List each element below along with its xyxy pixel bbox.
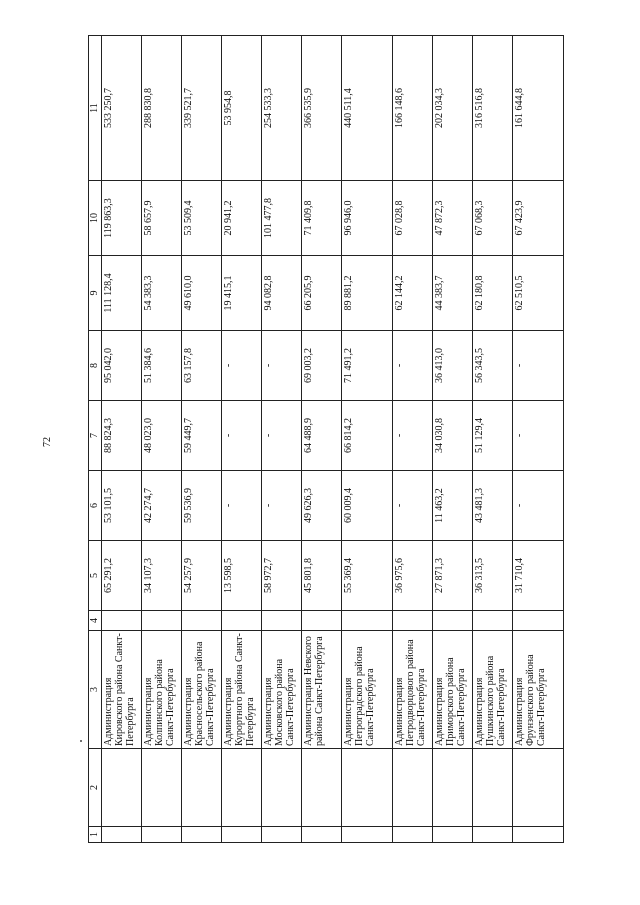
cell-col-2 [393,749,433,827]
cell-col-5: 54 257,9 [182,541,222,611]
cell-administration-name: Администрация Колпинского района Санкт-Петербурга [142,631,182,749]
cell-col-5: 31 710,4 [513,541,564,611]
cell-col-10: 58 657,9 [142,181,182,256]
cell-col-7: 59 449,7 [182,401,222,471]
cell-col-6: 59 536,9 [182,471,222,541]
table-row [262,36,302,843]
cell-col-7: 48 023,0 [142,401,182,471]
cell-col-1 [393,827,433,843]
cell-col-8: 63 157,8 [182,331,222,401]
column-header-4: 4 [89,611,102,631]
cell-col-6: - [393,471,433,541]
cell-col-5: 45 801,8 [302,541,342,611]
cell-col-1 [182,827,222,843]
cell-administration-name: Администрация Приморского района Санкт-Петербурга [433,631,473,749]
column-number-row [89,36,102,843]
cell-col-7: 51 129,4 [473,401,513,471]
cell-col-9: 62 510,5 [513,256,564,331]
cell-col-2 [433,749,473,827]
page-number: 72 [42,437,53,447]
column-header-2: 2 [89,749,102,827]
cell-col-5: 34 107,3 [142,541,182,611]
table-row [102,36,142,843]
cell-col-1 [142,827,182,843]
cell-administration-name: Администрация Петроградского района Санкт-Петербурга [342,631,393,749]
cell-col-4 [473,611,513,631]
cell-col-10: 20 941,2 [222,181,262,256]
cell-col-9: 89 881,2 [342,256,393,331]
cell-col-9: 62 180,8 [473,256,513,331]
cell-col-11: 366 535,9 [302,36,342,181]
cell-col-9: 49 610,0 [182,256,222,331]
cell-col-1 [342,827,393,843]
cell-col-11: 440 511,4 [342,36,393,181]
column-header-5: 5 [89,541,102,611]
cell-col-6: 60 009,4 [342,471,393,541]
cell-col-4 [142,611,182,631]
cell-col-10: 119 863,3 [102,181,142,256]
cell-administration-name: Администрация Московского района Санкт-Петербурга [262,631,302,749]
cell-col-7: - [262,401,302,471]
cell-col-1 [102,827,142,843]
cell-col-9: 19 415,1 [222,256,262,331]
table-body [102,36,564,843]
cell-col-10: 67 028,8 [393,181,433,256]
cell-col-6: - [222,471,262,541]
cell-col-8: 95 042,0 [102,331,142,401]
table-row [342,36,393,843]
cell-col-2 [302,749,342,827]
cell-col-5: 13 598,5 [222,541,262,611]
cell-col-4 [102,611,142,631]
cell-col-8: 69 003,2 [302,331,342,401]
cell-administration-name: Администрация Красносельского района Санкт-Петербурга [182,631,222,749]
cell-col-1 [222,827,262,843]
cell-col-4 [302,611,342,631]
cell-col-4 [433,611,473,631]
column-header-6: 6 [89,471,102,541]
cell-administration-name: Администрация Курортного района Санкт-Петербурга [222,631,262,749]
cell-col-4 [262,611,302,631]
cell-col-1 [262,827,302,843]
cell-col-11: 316 516,8 [473,36,513,181]
cell-col-11: 202 034,3 [433,36,473,181]
column-header-1: 1 [89,827,102,843]
table-row [513,36,564,843]
cell-col-10: 67 068,3 [473,181,513,256]
cell-col-10: 67 423,9 [513,181,564,256]
cell-col-8: - [513,331,564,401]
cell-col-11: 166 148,6 [393,36,433,181]
cell-col-6: 49 626,3 [302,471,342,541]
table-row [222,36,262,843]
cell-col-8: 71 491,2 [342,331,393,401]
budget-table [88,35,564,843]
column-header-7: 7 [89,401,102,471]
table-row [433,36,473,843]
cell-col-2 [102,749,142,827]
cell-col-5: 65 291,2 [102,541,142,611]
column-header-9: 9 [89,256,102,331]
cell-col-7: - [513,401,564,471]
rotated-page-content [88,36,588,843]
cell-col-5: 55 369,4 [342,541,393,611]
table-row [473,36,513,843]
cell-col-1 [473,827,513,843]
cell-col-2 [142,749,182,827]
cell-col-10: 96 946,0 [342,181,393,256]
cell-col-10: 53 509,4 [182,181,222,256]
cell-col-11: 161 644,8 [513,36,564,181]
cell-col-6: 42 274,7 [142,471,182,541]
cell-col-11: 254 533,3 [262,36,302,181]
cell-col-11: 288 830,8 [142,36,182,181]
cell-col-7: 64 488,9 [302,401,342,471]
cell-administration-name: Администрация Невского района Санкт-Петербурга [302,631,342,749]
cell-col-2 [222,749,262,827]
cell-col-2 [513,749,564,827]
column-header-3: 3 [89,631,102,749]
cell-administration-name: Администрация Кировского района Санкт-Петербурга [102,631,142,749]
cell-col-6: 53 101,5 [102,471,142,541]
cell-col-6: 11 463,2 [433,471,473,541]
table-row [393,36,433,843]
cell-col-5: 27 871,3 [433,541,473,611]
cell-col-11: 533 250,7 [102,36,142,181]
cell-col-2 [182,749,222,827]
cell-col-10: 101 477,8 [262,181,302,256]
cell-col-4 [513,611,564,631]
cell-col-1 [433,827,473,843]
cell-col-6: 43 481,3 [473,471,513,541]
cell-col-9: 111 128,4 [102,256,142,331]
cell-col-6: - [513,471,564,541]
scan-mark [80,740,82,742]
cell-col-10: 47 872,3 [433,181,473,256]
cell-col-4 [393,611,433,631]
cell-col-7: - [222,401,262,471]
cell-administration-name: Администрация Фрунзенского района Санкт-Петербурга [513,631,564,749]
cell-administration-name: Администрация Пушкинского района Санкт-Петербурга [473,631,513,749]
column-header-8: 8 [89,331,102,401]
cell-col-4 [342,611,393,631]
cell-col-8: 51 384,6 [142,331,182,401]
cell-col-7: 34 030,8 [433,401,473,471]
cell-col-1 [513,827,564,843]
cell-col-2 [473,749,513,827]
cell-col-9: 94 082,8 [262,256,302,331]
cell-col-2 [262,749,302,827]
cell-col-5: 36 975,6 [393,541,433,611]
cell-col-5: 36 313,5 [473,541,513,611]
table-row [302,36,342,843]
cell-col-8: - [393,331,433,401]
cell-col-9: 44 383,7 [433,256,473,331]
cell-col-8: - [222,331,262,401]
cell-col-7: 66 814,2 [342,401,393,471]
cell-col-4 [222,611,262,631]
cell-col-9: 62 144,2 [393,256,433,331]
cell-col-8: 36 413,0 [433,331,473,401]
cell-col-7: 88 824,3 [102,401,142,471]
cell-col-8: 56 343,5 [473,331,513,401]
cell-col-5: 58 972,7 [262,541,302,611]
cell-col-11: 53 954,8 [222,36,262,181]
column-header-11: 11 [89,36,102,181]
cell-col-9: 54 383,3 [142,256,182,331]
cell-col-11: 339 521,7 [182,36,222,181]
cell-col-7: - [393,401,433,471]
table-row [142,36,182,843]
cell-col-9: 66 205,9 [302,256,342,331]
cell-col-4 [182,611,222,631]
cell-col-8: - [262,331,302,401]
cell-col-1 [302,827,342,843]
table-row [182,36,222,843]
column-header-10: 10 [89,181,102,256]
cell-administration-name: Администрация Петродворцового района Санкт-Петербурга [393,631,433,749]
cell-col-2 [342,749,393,827]
cell-col-10: 71 409,8 [302,181,342,256]
cell-col-6: - [262,471,302,541]
